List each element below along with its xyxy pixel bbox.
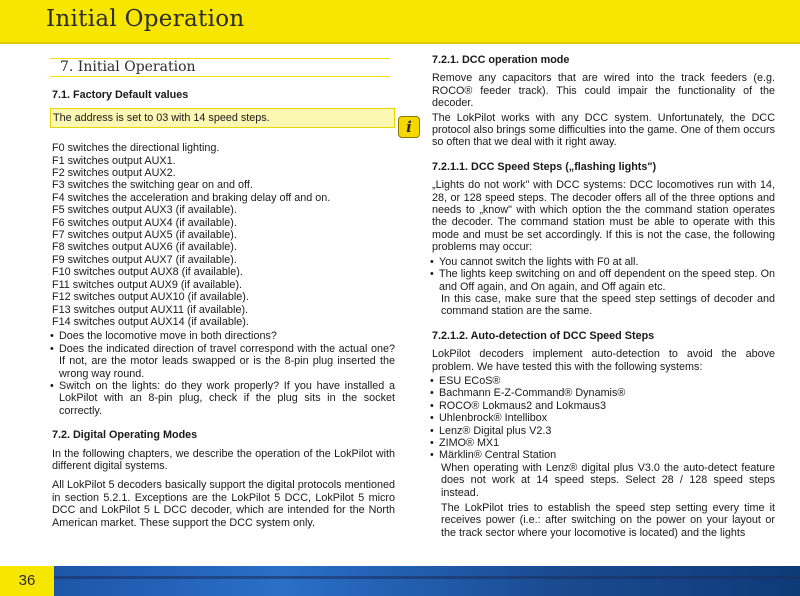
dcc-paragraph-2: The LokPilot works with any DCC system. Unfortunately, the DCC protocol also brings some difficulties into the game. One of them occurs so often that we deal with it right away. [432, 111, 775, 149]
default-address-highlight: The address is set to 03 with 14 speed steps. [50, 108, 395, 128]
system-item: • Bachmann E-Z-Command® Dynamis® [430, 387, 775, 399]
footer-band [0, 566, 800, 596]
speed-steps-paragraph-1: „Lights do not work" with DCC systems: DCC locomotives run with 14, 28, or 128 speed steps. The decoder offers all of the three options and needs to „know" with which option the the command station operates the decoder. The command station must be able to operate with this mode and must be set accordingly. If this is not the case, the following problems may occur: [432, 179, 775, 254]
function-item: F2 switches output AUX2. [52, 167, 176, 180]
function-item: F7 switches output AUX5 (if available). [52, 229, 237, 242]
modes-paragraph-1: In the following chapters, we describe the operation of the LokPilot with different digital systems. [52, 447, 395, 472]
auto-detect-paragraph-2: When operating with Lenz® digital plus V3.0 the auto-detect feature does not work at 14 speed steps. Select 28 / 128 speed steps instead. [441, 461, 775, 499]
system-item: • ROCO® Lokmaus2 and Lokmaus3 [430, 400, 775, 412]
function-item: F9 switches output AUX7 (if available). [52, 253, 237, 266]
section-title: 7. Initial Operation [50, 58, 390, 77]
function-item: F3 switches the switching gear on and off. [52, 179, 253, 192]
problem-item: • The lights keep switching on and off dependent on the speed step. On and Off again, and On again, and Off again etc. [430, 268, 775, 293]
function-item: F12 switches output AUX10 (if available). [52, 291, 249, 304]
right-column [430, 52, 775, 541]
left-column [50, 52, 395, 531]
system-item: • Uhlenbrock® Intellibox [430, 412, 775, 424]
system-item: • ZIMO® MX1 [430, 437, 775, 449]
modes-paragraph-2: All LokPilot 5 decoders basically support the digital protocols mentioned in section 5.2.1. Exceptions are the LokPilot 5 DCC, LokPilot 5 micro DCC and LokPilot 5 L DCC decoder, which are intended for the North American market. These support the DCC system only. [52, 479, 395, 529]
check-list [50, 330, 395, 417]
speed-steps-heading: 7.2.1.1. DCC Speed Steps („flashing lights") [432, 160, 657, 173]
info-icon: i [398, 116, 420, 138]
dcc-heading: 7.2.1. DCC operation mode [432, 54, 570, 66]
factory-heading: 7.1. Factory Default values [52, 89, 189, 102]
problem-list [430, 256, 775, 293]
system-item: • Lenz® Digital plus V2.3 [430, 425, 775, 437]
page-header-title: Initial Operation [46, 6, 245, 32]
system-list [430, 375, 775, 462]
modes-heading: 7.2. Digital Operating Modes [52, 429, 198, 442]
function-item: F8 switches output AUX6 (if available). [52, 241, 237, 254]
footer-track-decoration [0, 576, 800, 579]
system-item: • Märklin® Central Station [430, 449, 775, 461]
function-item: F1 switches output AUX1. [52, 154, 176, 167]
check-item: • Does the locomotive move in both directions? [50, 330, 395, 342]
header-band [0, 0, 800, 44]
speed-steps-paragraph-2: In this case, make sure that the speed step settings of decoder and command station are the same. [441, 292, 775, 318]
function-item: F0 switches the directional lighting. [52, 142, 220, 155]
check-item: • Switch on the lights: do they work properly? If you have installed a LokPilot with an 8-pin plug, check if the plug sits in the socket correctly. [50, 380, 395, 417]
page-number: 36 [0, 566, 54, 596]
function-item: F6 switches output AUX4 (if available). [52, 216, 237, 229]
function-item: F4 switches the acceleration and braking delay off and on. [52, 191, 331, 204]
dcc-paragraph-1: Remove any capacitors that are wired into the track feeders (e.g. ROCO® feeder track). This could impair the functionality of the decoder. [432, 72, 775, 110]
system-item: • ESU ECoS® [430, 375, 775, 387]
check-item: • Does the indicated direction of travel correspond with the actual one? If not, are the motor leads swapped or is the 8-pin plug inserted the wrong way round. [50, 343, 395, 380]
function-list [52, 142, 395, 328]
function-item: F10 switches output AUX8 (if available). [52, 266, 243, 279]
problem-item: • You cannot switch the lights with F0 at all. [430, 256, 775, 268]
auto-detect-paragraph-1: LokPilot decoders implement auto-detection to avoid the above problem. We have tested this with the following systems: [432, 348, 775, 373]
function-item: F13 switches output AUX11 (if available). [52, 303, 249, 316]
function-item: F11 switches output AUX9 (if available). [52, 278, 243, 291]
function-item: F14 switches output AUX14 (if available). [52, 315, 249, 328]
auto-detect-heading: 7.2.1.2. Auto-detection of DCC Speed Steps [432, 329, 655, 342]
auto-detect-paragraph-3: The LokPilot tries to establish the speed step setting every time it receives power (i.e.: after switching on the power on your layout or the track sector where your locomotive is located) and the lights [441, 502, 775, 539]
function-item: F5 switches output AUX3 (if available). [52, 204, 237, 217]
